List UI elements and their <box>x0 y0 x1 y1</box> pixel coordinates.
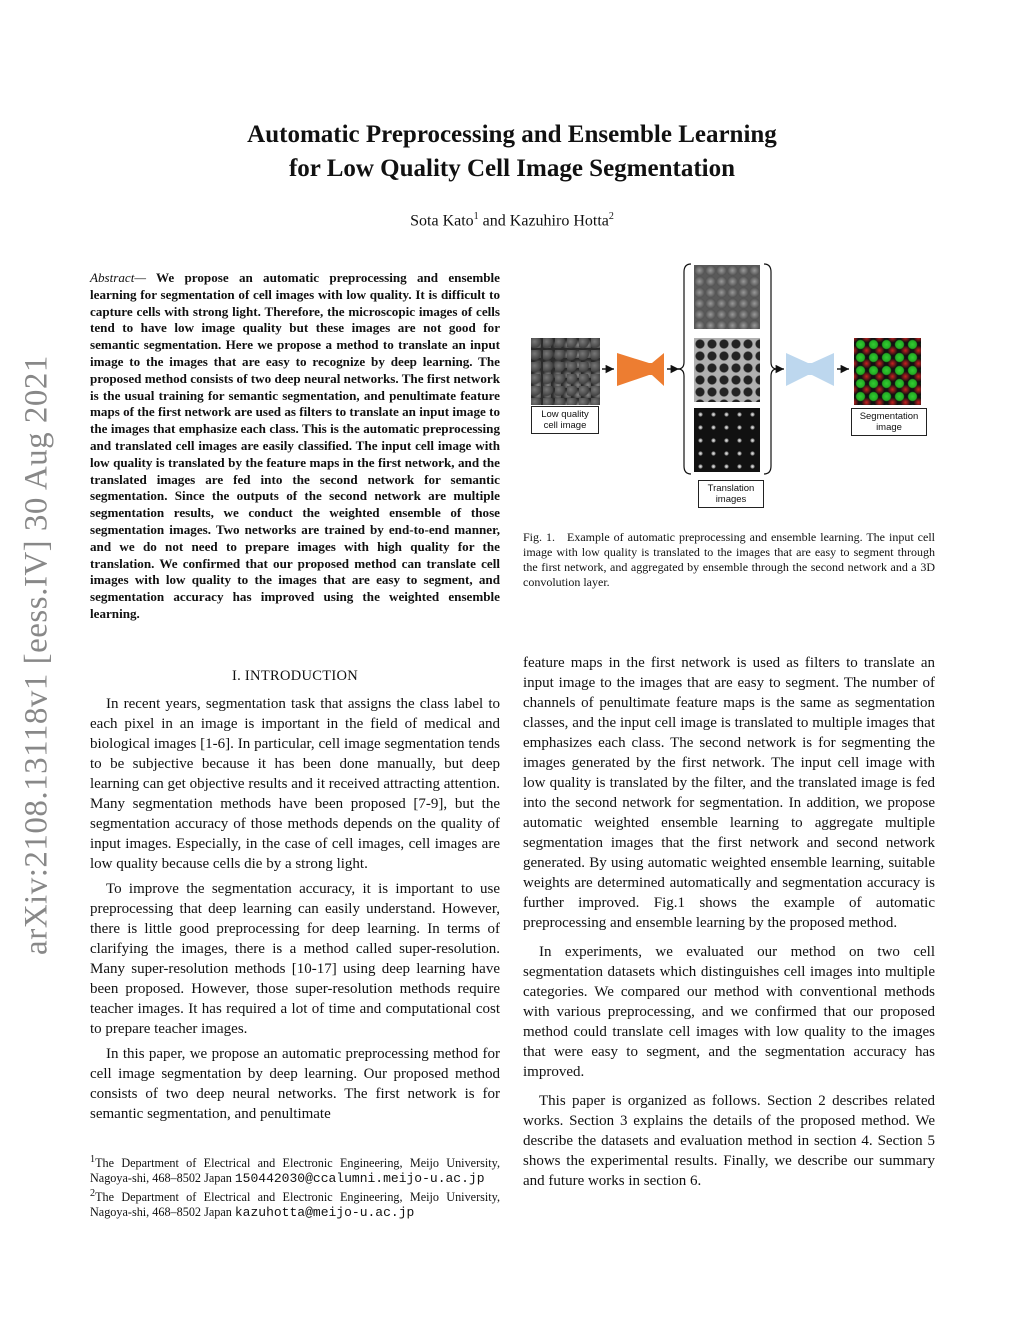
abstract-label: Abstract— <box>90 270 147 285</box>
right-paragraph-1: feature maps in the first network is used as filters to translate an input image to the images that are easy to segment. The number of channels of penultimate feature maps is the same as segmentation classes, and the input cell image is translated to multiple images that emphasizes each class. The second network is for segmenting the images generated by the first network. The input cell image with low quality is translated by the filter, and the translated image is fed into the second network for segmentation. In addition, we propose automatic weighted ensemble learning to aggregate multiple segmentation images that the first network and second network generated. By using automatic weighted ensemble learning, suitable weights are determined automatically and segmentation accuracy is further improved. Fig.1 shows the example of automatic preprocessing and ensemble learning by the proposed method. <box>523 655 935 931</box>
footnote-2-email[interactable]: kazuhotta@meijo-u.ac.jp <box>234 1205 415 1221</box>
author-1: Sota Kato <box>410 212 474 230</box>
translation-image-3 <box>694 408 760 472</box>
right-column-body <box>523 653 935 1191</box>
author-2-affiliation: 2 <box>608 211 614 222</box>
second-network-decoder <box>812 353 834 386</box>
intro-paragraph-2: To improve the segmentation accuracy, it is important to use preprocessing that deep learning can easily understand. However, there is little good preprocessing for deep learning. In terms of clarifying the images, there is a method called super-resolution. Many super-resolution methods [10-17] using deep learning have been proposed. However, those super-resolution methods require teacher images. It has required a lot of time and computational cost to prepare teacher images. <box>90 881 500 1037</box>
label-output: Segmentation image <box>851 408 927 436</box>
arxiv-watermark <box>12 350 62 960</box>
authors <box>200 211 824 230</box>
right-brace <box>764 264 777 474</box>
intro-paragraph-1: In recent years, segmentation task that assigns the class label to each pixel in an image is important in the field of medical and biological images [1-6]. In particular, cell image segmentation tends to be subjective because it has been done manually, but deep learning can get objective results and it received attracting attention. Many segmentation methods have been proposed [7-9], but the segmentation accuracy of those methods depends on the quality of input images. Especially, in the case of cell images, cell images are low quality because cells die by a strong light. <box>90 696 500 872</box>
arxiv-id: arXiv:2108.13118v1 [eess.IV] 30 Aug 2021 <box>18 355 55 955</box>
right-paragraph-2: In experiments, we evaluated our method on two cell segmentation datasets which distinguishes cell images into multiple categories. We compared our method with conventional methods with various preprocessing, and we confirmed that our proposed method could translate cell images with low quality to the images that were easy to segment, and the segmentation accuracy has improved. <box>523 944 935 1080</box>
first-network-shape-right <box>649 363 652 375</box>
title-line-1: Automatic Preprocessing and Ensemble Learning <box>247 121 777 148</box>
introduction-body <box>90 694 500 1124</box>
left-brace <box>678 264 691 474</box>
footnotes <box>90 1152 500 1220</box>
translation-image-2 <box>694 338 760 402</box>
intro-paragraph-3: In this paper, we propose an automatic preprocessing method for cell image segmentation by deep learning. Our proposed method consists of two deep neural networks. The first network is for semantic segmentation, and penultimate <box>90 1046 500 1122</box>
paper-title <box>150 118 874 186</box>
second-network-mid <box>808 363 812 375</box>
translation-image-1 <box>694 265 760 329</box>
input-cell-image <box>531 338 600 405</box>
footnote-1-marker: 1 <box>90 1154 96 1165</box>
label-translation: Translation images <box>698 480 764 508</box>
caption-text: Example of automatic preprocessing and ensemble learning. The input cell image with low quality is translated to the images that are easy to segment through the first network, and aggregated by ensemble through the second network and a 3D convolution layer. <box>523 530 935 589</box>
abstract <box>90 270 500 623</box>
right-paragraph-3: This paper is organized as follows. Section 2 describes related works. Section 3 explains the details of the proposed method. We describe the datasets and evaluation method in section 4. Section 5 shows the experimental results. Finally, we describe our summary and future works in section 6. <box>523 1093 935 1189</box>
footnote-2-marker: 2 <box>90 1188 96 1200</box>
abstract-text: We propose an automatic preprocessing and ensemble learning for segmentation of cell images with low quality. It is difficult to capture cells with strong light. Therefore, the microscopic images of cells tend to have low image quality but these images are not good for semantic segmentation. Here we propose a method to translate an input image to the images that are easy to recognize by deep learning. The proposed method consists of two deep neural networks. The first network is the usual training for semantic segmentation, and penultimate feature maps of the first network are used as filters to translate an input image to the images that emphasize each class. This is the automatic preprocessing and translated cell images are easily classified. The input cell image with low quality is translated by the feature maps in the first network, and the translated images are fed into the second network for semantic segmentation. Since the outputs of the second network are multiple segmentation results, we conduct the weighted ensemble of those segmentation images. Two networks are trained by end-to-end manner, and we do not need to prepare images with high quality for the translation. We confirmed that our proposed method can translate cell images with low quality to the images that are easy to segment, and segmentation accuracy has improved using the weighted ensemble learning. <box>90 270 500 621</box>
footnote-1 <box>90 1152 500 1186</box>
label-input: Low quality cell image <box>531 406 599 434</box>
footnote-1-text: The Department of Electrical and Electronic Engineering, Meijo University, Nagoya-shi, 468–8502 Japan <box>90 1156 500 1186</box>
first-network-shape <box>617 353 649 386</box>
author-2: Kazuhiro Hotta <box>509 212 609 230</box>
footnote-2 <box>90 1186 500 1220</box>
author-1-affiliation: 1 <box>473 211 479 222</box>
title-line-2: for Low Quality Cell Image Segmentation <box>288 155 736 182</box>
caption-label: Fig. 1. <box>523 530 556 544</box>
second-network-shape <box>786 353 808 386</box>
figure-1 <box>528 258 933 508</box>
segmentation-output-image <box>854 338 921 405</box>
section-heading: I. INTRODUCTION <box>231 668 359 684</box>
author-separator: and <box>478 212 510 230</box>
footnote-2-text: The Department of Electrical and Electronic Engineering, Meijo University, Nagoya-shi, 468–8502 Japan <box>90 1190 500 1220</box>
footnote-1-email[interactable]: 150442030@ccalumni.meijo-u.ac.jp <box>234 1171 485 1187</box>
figure-caption <box>523 530 935 590</box>
first-network-decoder <box>652 353 664 386</box>
